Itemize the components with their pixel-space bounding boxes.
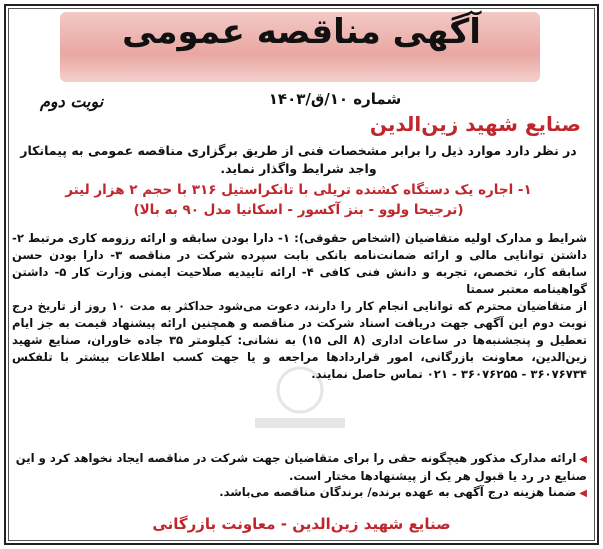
triangle-bullet-icon: ◀ (579, 454, 587, 465)
notice-title: آگهی مناقصه عمومی (122, 12, 481, 52)
tender-item-line1: ۱- اجاره یک دستگاه کشنده تریلی با تانکراستیل ۳۱۶ با حجم ۲ هزار لیتر (65, 182, 532, 198)
note-text-1: ارائه مدارک مذکور هیچگونه حقی را برای متقاضیان جهت شرکت در مناقصه ایجاد نخواهد کرد و این صنایع در رد یا قبول هر یک از پیشنهادها مختار است. (15, 451, 587, 483)
footer-signature: صنایع شهید زین‌الدین - معاونت بازرگانی (152, 515, 451, 533)
intro-text: در نظر دارد موارد ذیل را برابر مشخصات فنی از طریق برگزاری مناقصه عمومی به پیمانکار واجد شرایط واگذار نماید. (20, 143, 577, 176)
watermark-logo-icon (200, 360, 400, 440)
tender-item (16, 180, 581, 220)
note-item (12, 450, 587, 485)
notice-number: شماره ۱۰/ق/۱۴۰۳ (268, 90, 402, 108)
note-text-2: ضمنا هزینه درج آگهی به عهده برنده/ برندگان مناقصه می‌باشد. (219, 485, 577, 499)
triangle-bullet-icon: ◀ (579, 488, 587, 499)
invitation-text: از متقاضیان محترم که توانایی انجام کار را دارند، دعوت می‌شود حداکثر به مدت ۱۰ روز از تاریخ درج نوبت دوم این آگهی جهت دریافت اسناد شرکت در مناقصه و همچنین ارائه پیشنهاد قیمت به جز ایام تعطیل و پنجشنبه‌ها در ساعات اداری (۸ الی ۱۵) به نشانی: کیلومتر ۳۵ جاده خاوران، صنایع شهید زین‌الدین، معاونت بازرگانی، امور قراردادها مراجعه و یا جهت کسب اطلاعات بیشتر با تلفکس ۳۶۰۷۶۷۳۴ - ۳۶۰۷۶۲۵۵ - ۰۲۱ تماس حاصل نمایند. (12, 299, 587, 381)
notice-round: نوبت دوم (40, 92, 104, 111)
terms-text: شرایط و مدارک اولیه متقاضیان (اشخاص حقوقی): ۱- دارا بودن سابقه و ارائه رزومه کاری مرتبط ۲- داشتن توانایی مالی و ارائه ضمانت‌نامه بانکی بابت سپرده شرکت در مناقصه ۳- دارا بودن حسن سابقه کار، تخصص، تجربه و دانش فنی کافی ۴- ارائه تاییدیه صلاحیت ایمنی وزارت کار ۵- داشتن گواهینامه معتبر سمتا (12, 231, 587, 296)
tender-item-line2: (ترجیحا ولوو - بنز آکسور - اسکانیا مدل ۹۰ به بالا) (133, 202, 464, 218)
company-name: صنایع شهید زین‌الدین (369, 112, 581, 136)
note-item (12, 484, 587, 502)
